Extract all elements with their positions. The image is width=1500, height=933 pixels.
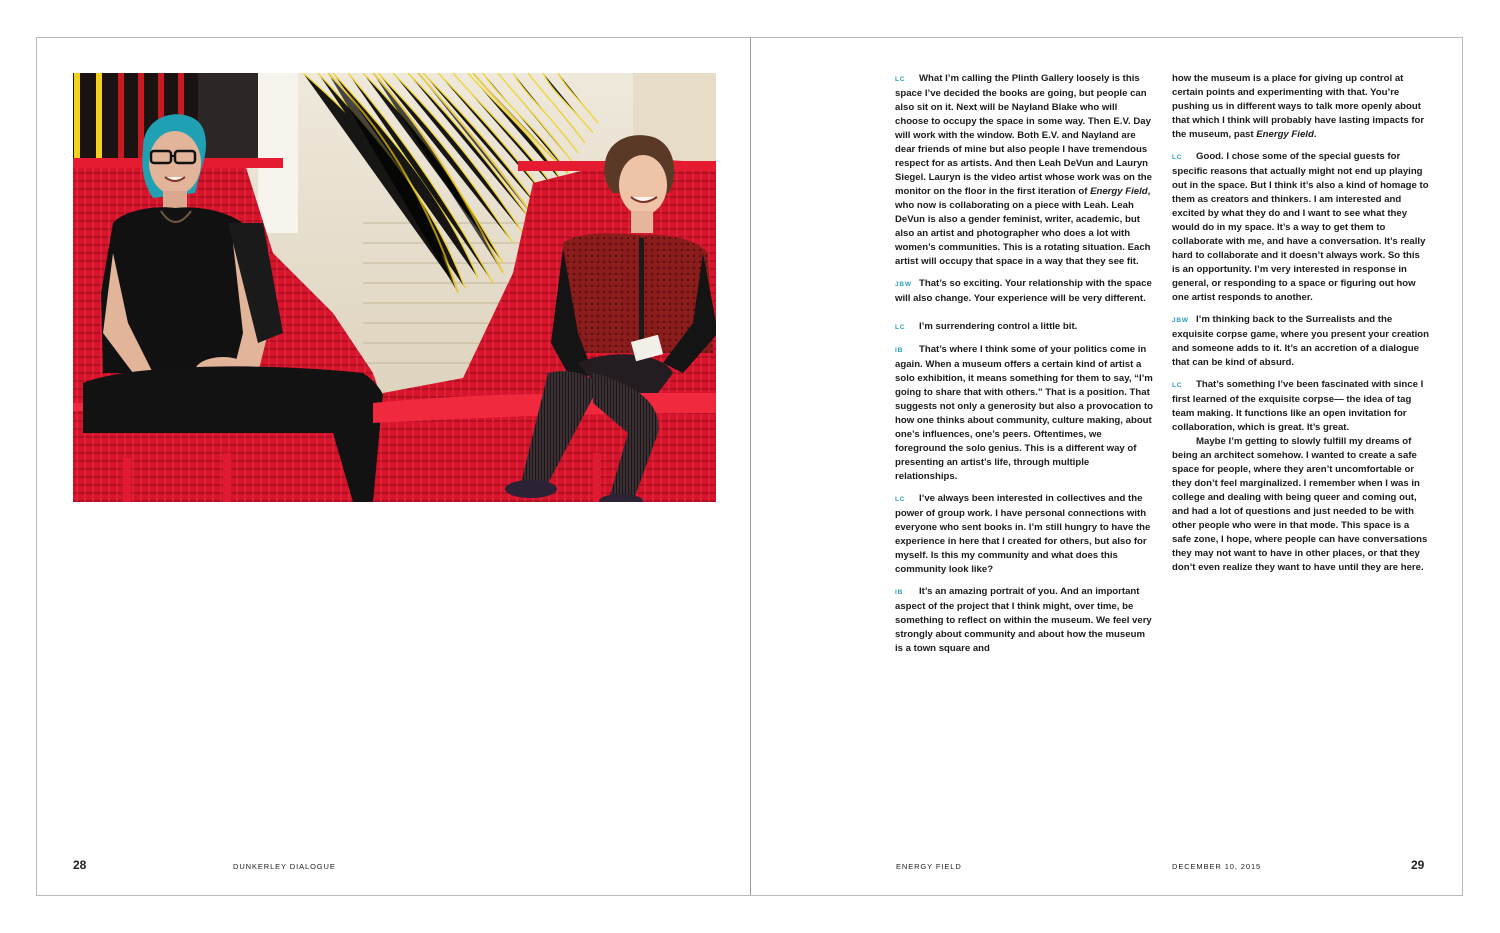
- paragraph: LC That’s something I’ve been fascinated with since I first learned of the exquisite corpse— the idea of tag team making. It functions like an open invitation for collaboration, which is great. It’s great.: [1172, 379, 1424, 433]
- speaker-label: IB: [895, 589, 904, 596]
- paragraph: JBW That’s so exciting. Your relationship with the space will also change. Your experience will be very different.: [895, 278, 1152, 304]
- photo-illustration: [73, 73, 716, 502]
- gutter-divider: [750, 38, 751, 895]
- speaker-label: LC: [895, 76, 906, 83]
- speaker-label: JBW: [1172, 317, 1189, 324]
- paragraph: IB It’s an amazing portrait of you. And an important aspect of the project that I think might, over time, be something to reflect on within the museum. We feel very strongly about community and about how the museum is a town square and: [895, 586, 1152, 654]
- speaker-label: LC: [1172, 382, 1183, 389]
- book-spread: [36, 37, 1463, 896]
- paragraph: LC I’ve always been interested in collectives and the power of group work. I have personal connections with everyone who sent books in. I’m still hungry to have the experience in here that I created for others, but also for myself. Is this my community and what does this community look like?: [895, 493, 1151, 575]
- paragraph: LC I’m surrendering control a little bit.: [895, 320, 1153, 335]
- speaker-label: LC: [895, 496, 906, 503]
- text-column-1: [895, 72, 1153, 664]
- text-column-2: [1172, 72, 1430, 583]
- issue-date: DECEMBER 10, 2015: [1172, 862, 1262, 871]
- speaker-label: LC: [895, 324, 906, 331]
- running-head-right: ENERGY FIELD: [896, 862, 962, 871]
- paragraph: Maybe I’m getting to slowly fulfill my dreams of being an architect somehow. I wanted to create a safe space for people, where they aren’t uncomfortable or they don’t feel marginalized. I remember when I was in college and dealing with being queer and coming out, and had a lot of questions and just needed to be with other people who were in that mode. This space is a safe zone, I hope, where people can have conversations they may not want to have in other places, or that they don’t even realize they want to have until they are here.: [1172, 436, 1428, 573]
- paragraph: LC What I’m calling the Plinth Gallery loosely is this space I’ve decided the books are going, but people can also sit on it. Next will be Nayland Blake who will choose to occupy the space in some way. Then E.V. Day will work with the window. Both E.V. and Nayland are dear friends of mine but also people I have tremendous respect for as artists. And then Leah DeVun and Lauryn Siegel. Lauryn is the video artist whose work was on the monitor on the floor in the first iteration of Energy Field, who now is collaborating on a piece with Leah. Leah DeVun is also a gender feminist, writer, academic, but also an artist and photographer who does a lot with women’s communities. This is a rotating situation. Each artist will occupy that space in a way that they see fit.: [895, 73, 1152, 267]
- paragraph: IB That’s where I think some of your politics come in again. When a museum offers a certain kind of artist a solo exhibition, it means something for them to say, “I’m going to share that with others.” That is a position. That suggests not only a generosity but also a provocation to how one thinks about community, culture making, about one’s influences, one’s peers. Oftentimes, we foreground the solo genius. This is a different way of presenting an artist’s life, through multiple relationships.: [895, 344, 1154, 482]
- paragraph: how the museum is a place for giving up control at certain points and experimenting with that. You’re pushing us in different ways to talk more openly about that which I think will probably have lasting impacts for the museum, past Energy Field.: [1172, 73, 1425, 140]
- page-number-left: 28: [73, 858, 87, 872]
- paragraph: LC Good. I chose some of the special guests for specific reasons that actually might not end up playing out in the space. But I think it’s also a kind of homage to them as creators and thinkers. I am interested and excited by what they do and I want to see what they would do in my space. It’s a way to get them to collaborate with me, and have a conversation. It’s really hard to collaborate and it doesn’t always work. So this is an opportunity. I’m very interested in response in general, or responding to a space or figuring out how one artist responds to another.: [1172, 151, 1429, 303]
- page-number-right: 29: [1411, 858, 1425, 872]
- photograph: [73, 73, 716, 502]
- speaker-label: JBW: [895, 281, 912, 288]
- running-head-left: DUNKERLEY DIALOGUE: [233, 862, 336, 871]
- speaker-label: IB: [895, 347, 904, 354]
- paragraph: JBW I’m thinking back to the Surrealists and the exquisite corpse game, where you present your creation and someone adds to it. It’s an accretion of a dialogue that can be kind of absurd.: [1172, 314, 1429, 368]
- speaker-label: LC: [1172, 154, 1183, 161]
